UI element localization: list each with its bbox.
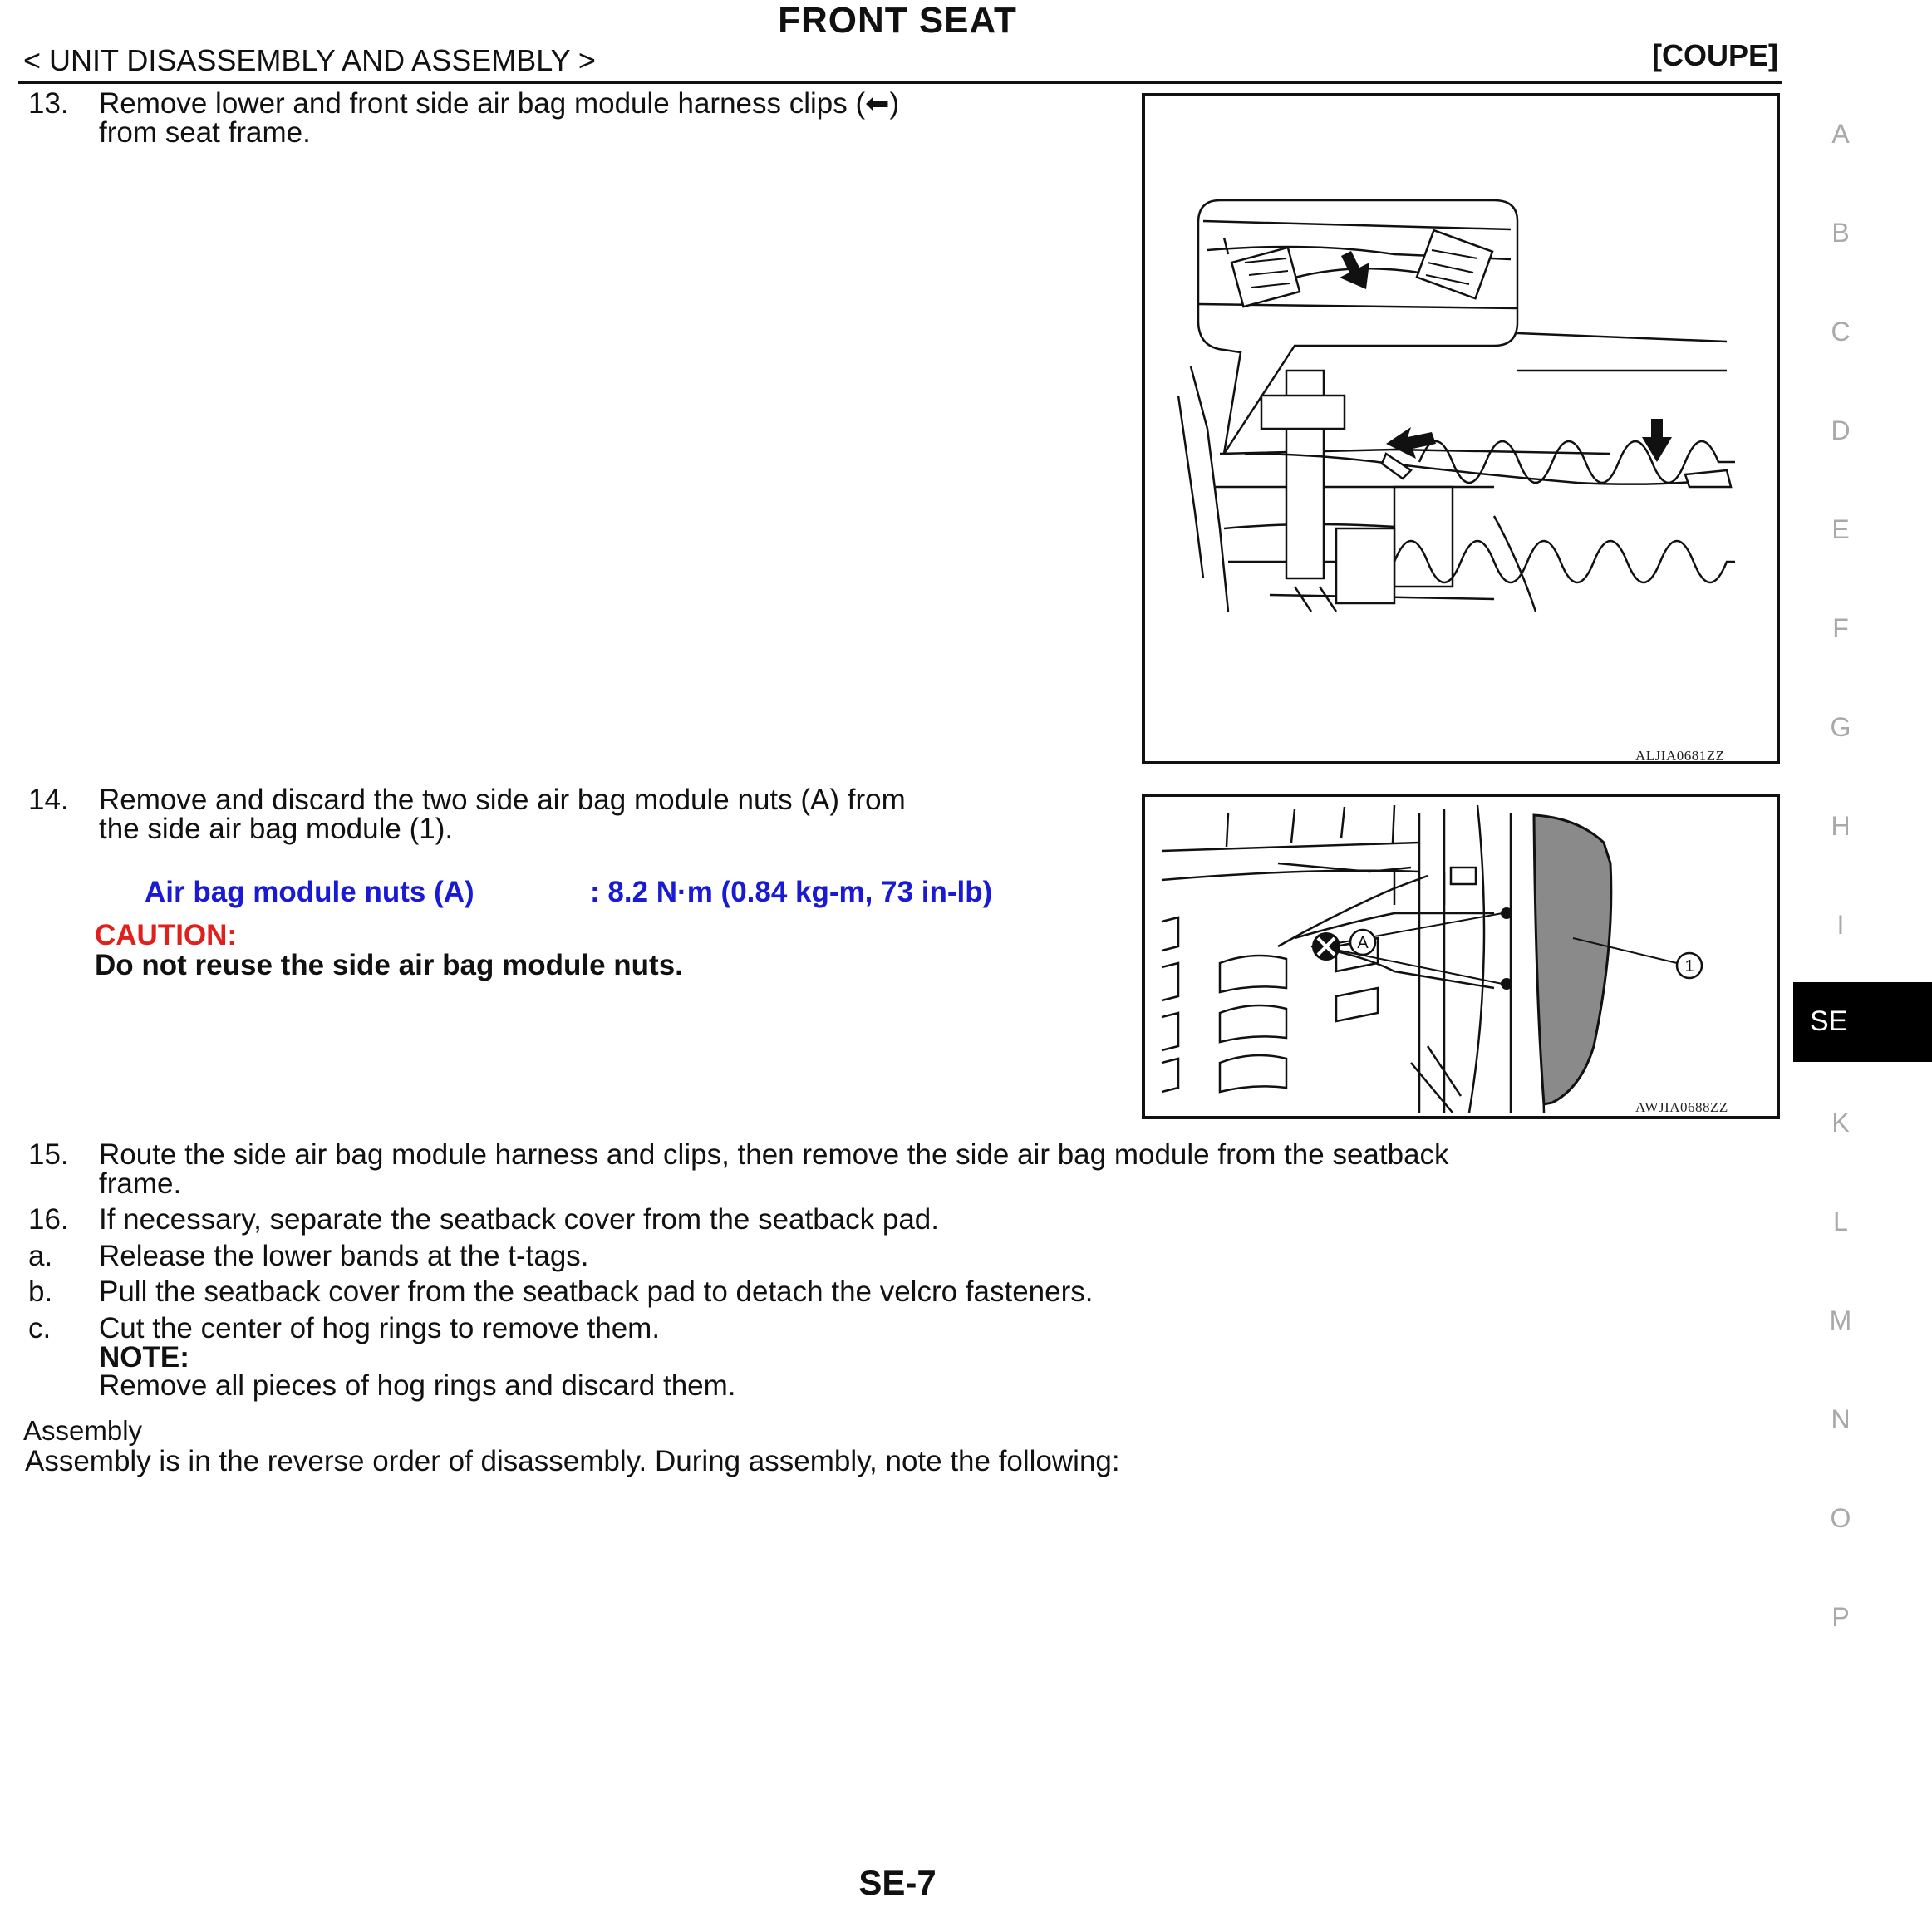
assembly-text: Assembly is in the reverse order of disassembly. During assembly, note the following: xyxy=(25,1445,1120,1477)
airbag-module-illustration xyxy=(1145,797,1777,1116)
index-letter-l[interactable]: L xyxy=(1833,1207,1848,1236)
figure-harness-clips xyxy=(1142,93,1780,764)
page-number: SE-7 xyxy=(858,1863,937,1902)
index-tab-label: SE xyxy=(1810,1005,1848,1037)
arrow-icon xyxy=(1642,419,1672,462)
step-text: Remove lower and front side air bag module harness clips (⬅) xyxy=(99,87,900,120)
seat-frame-illustration xyxy=(1145,96,1777,761)
index-letter-d[interactable]: D xyxy=(1831,415,1851,445)
step-text: If necessary, separate the seatback cover from the seatback pad. xyxy=(99,1203,940,1236)
index-letter-n[interactable]: N xyxy=(1831,1404,1851,1434)
header-rule xyxy=(18,81,1782,84)
index-letter-a[interactable]: A xyxy=(1831,119,1850,149)
figure-code: ALJIA0681ZZ xyxy=(1635,748,1725,764)
index-letter-o[interactable]: O xyxy=(1830,1503,1851,1533)
step-16 xyxy=(28,1203,1790,1239)
model-tag: [COUPE] xyxy=(1652,38,1778,72)
caution-label: CAUTION: xyxy=(95,919,238,951)
step-number: b. xyxy=(28,1275,53,1308)
index-letter-e[interactable]: E xyxy=(1831,514,1850,544)
assembly-heading: Assembly xyxy=(23,1415,143,1446)
step-number: a. xyxy=(28,1240,53,1272)
index-letter-g[interactable]: G xyxy=(1830,712,1851,742)
caution-text: Do not reuse the side air bag module nuts. xyxy=(95,949,683,981)
callout-1-label: 1 xyxy=(1684,957,1694,976)
substep-b xyxy=(28,1275,1790,1311)
step-text-cont: the side air bag module (1). xyxy=(99,813,454,845)
substep-a xyxy=(28,1242,1790,1275)
step-text: Route the side air bag module harness and clips, then remove the side air bag module from the seatback xyxy=(99,1138,1449,1171)
index-letter-h[interactable]: H xyxy=(1831,811,1851,841)
index-letter-c[interactable]: C xyxy=(1831,317,1851,347)
torque-label: Air bag module nuts (A) xyxy=(145,876,474,908)
index-letter-k[interactable]: K xyxy=(1831,1108,1850,1138)
figure-code: AWJIA0688ZZ xyxy=(1635,1099,1728,1115)
index-letter-p[interactable]: P xyxy=(1831,1602,1850,1632)
step-number: 16. xyxy=(28,1203,69,1236)
torque-value: : 8.2 N·m (0.84 kg-m, 73 in-lb) xyxy=(590,876,993,908)
step-15 xyxy=(28,1138,1790,1207)
arrow-icon xyxy=(1386,427,1436,459)
step-text-cont: frame. xyxy=(99,1167,182,1200)
section-header: < UNIT DISASSEMBLY AND ASSEMBLY > xyxy=(23,43,596,77)
note-label: NOTE: xyxy=(99,1341,189,1374)
step-13 xyxy=(28,87,1133,156)
step-text: Release the lower bands at the t-tags. xyxy=(99,1240,589,1272)
step-number: 14. xyxy=(28,784,69,816)
index-letter-b[interactable]: B xyxy=(1831,218,1850,248)
step-number: 13. xyxy=(28,87,69,120)
step-14 xyxy=(28,786,1133,853)
step-text-cont: from seat frame. xyxy=(99,116,311,149)
step-number: 15. xyxy=(28,1138,69,1171)
index-letter-i[interactable]: I xyxy=(1836,910,1845,940)
step-number: c. xyxy=(28,1312,52,1344)
index-tab-se-active[interactable] xyxy=(1793,982,1932,1062)
step-text: Pull the seatback cover from the seatback pad to detach the velcro fasteners. xyxy=(99,1275,1094,1308)
index-letter-m[interactable]: M xyxy=(1829,1305,1852,1335)
callout-a-label: A xyxy=(1357,934,1369,952)
arrow-left-icon: ⬅ xyxy=(865,87,890,120)
index-letter-f[interactable]: F xyxy=(1832,613,1849,643)
substep-c xyxy=(28,1312,1790,1406)
figure-airbag-module xyxy=(1142,794,1780,1119)
step-text: Remove and discard the two side air bag module nuts (A) from xyxy=(99,784,906,816)
note-text: Remove all pieces of hog rings and discard them. xyxy=(99,1369,736,1402)
page-title: FRONT SEAT xyxy=(778,0,1017,41)
step-text: Cut the center of hog rings to remove them. xyxy=(99,1312,661,1344)
